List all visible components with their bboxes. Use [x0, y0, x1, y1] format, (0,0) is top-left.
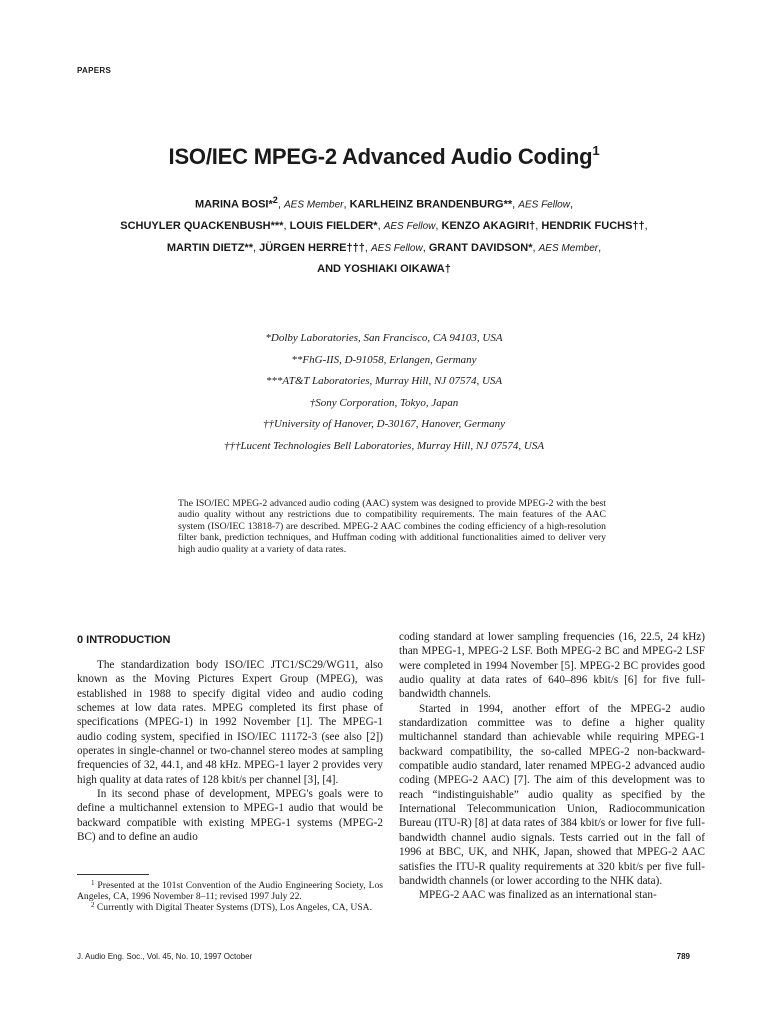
author-name: AND YOSHIAKI OIKAWA†	[317, 263, 451, 276]
author-separator: ,	[598, 241, 602, 254]
body-column-left	[77, 633, 383, 844]
body-column-right	[399, 630, 705, 903]
affiliation: †††Lucent Technologies Bell Laboratories, Murray Hill, NJ 07574, USA	[223, 439, 545, 452]
paper-title	[0, 144, 768, 170]
footnote-rule	[77, 874, 149, 875]
body-paragraph: MPEG-2 AAC was finalized as an international stan-	[419, 889, 657, 902]
page-number: 789	[676, 952, 690, 961]
author-list	[0, 190, 768, 281]
author-name: KARLHEINZ BRANDENBURG**	[349, 198, 513, 211]
footnote	[77, 902, 383, 913]
affiliation: ††University of Hanover, D-30167, Hanover, Germany	[263, 418, 505, 430]
author-name: SCHUYLER QUACKENBUSH***	[120, 220, 284, 233]
author-separator: ,	[252, 241, 260, 254]
author-footnote-mark: 2	[272, 195, 278, 205]
author-name: JÜRGEN HERRE†††	[259, 241, 365, 254]
author-line-1	[0, 190, 768, 216]
author-separator: ,	[422, 241, 429, 254]
footnote-mark: 2	[91, 901, 95, 909]
body-paragraph: coding standard at lower sampling frequencies (16, 22.5, 24 kHz) than MPEG-1, MPEG-2 LSF. Both MPEG-2 BC and MPEG-2 LSF were completed in 1994 November [5]. MPEG-2 BC provides good audio quality at data rates of 640–896 kbit/s [6] for five full-bandwidth channels.	[399, 631, 705, 701]
footnote-text: Presented at the 101st Convention of the Audio Engineering Society, Los Angeles, CA, 1996 November 8–11; revised 1997 July 22.	[77, 880, 384, 902]
author-separator: ,	[343, 198, 350, 211]
section-heading: 0 INTRODUCTION	[77, 634, 171, 646]
author-name: GRANT DAVIDSON*	[428, 241, 533, 254]
author-name: LOUIS FIELDER*	[289, 220, 378, 233]
running-footer-journal: J. Audio Eng. Soc., Vol. 45, No. 10, 1997 October	[77, 952, 253, 961]
affiliation: *Dolby Laboratories, San Francisco, CA 94103, USA	[265, 332, 503, 344]
author-separator: ,	[532, 241, 539, 254]
body-paragraph: Started in 1994, another effort of the MPEG-2 audio standardization committee was to define a higher quality multichannel standard than achievable while requiring MPEG-1 backward compatibility, the so-called MPEG-2 non-backward-compatible audio standard, later renamed MPEG-2 advanced audio coding (MPEG-2 AAC) [7]. The aim of this development was to reach “indistinguishable” audio quality as specified by the International Telecommunication Union, Radiocommunication Bureau (ITU-R) [8] at data rates of 384 kbit/s or lower for five full-bandwidth channel audio signals. Tests carried out in the fall of 1996 at BBC, UK, and NHK, Japan, showed that MPEG-2 AAC satisfies the ITU-R quality requirements at 320 kbit/s per five full-bandwidth channels (or lower according to the NHK data).	[399, 702, 705, 887]
body-paragraph: The standardization body ISO/IEC JTC1/SC29/WG11, also known as the Moving Pictures Expert Group (MPEG), was established in 1988 to specify digital video and audio coding schemes at low data rates. MPEG completed its first phase of specifications (MPEG-1) in 1992 November [1]. The MPEG-1 audio coding system, specified in ISO/IEC 11172-3 (see also [2]) operates in single-channel or two-channel stereo modes at sampling frequencies of 32, 44.1, and 48 kHz. MPEG-1 layer 2 provides very high quality at data rates of 128 kbit/s per channel [3], [4].	[77, 659, 383, 786]
affiliation: ***AT&T Laboratories, Murray Hill, NJ 07574, USA	[265, 375, 503, 387]
author-separator: ,	[277, 198, 284, 211]
section-label: PAPERS	[77, 66, 112, 75]
author-title: AES Member	[538, 242, 599, 254]
footnote-text: Currently with Digital Theater Systems (DTS), Los Angeles, CA, USA.	[96, 902, 372, 913]
author-separator: ,	[535, 220, 542, 233]
title-footnote-mark: 1	[592, 143, 600, 158]
author-line-2	[0, 216, 768, 238]
author-title: AES Fellow	[371, 242, 423, 254]
author-separator: ,	[644, 220, 648, 233]
author-title: AES Fellow	[518, 199, 570, 211]
footnotes	[77, 880, 383, 913]
footnote	[77, 880, 383, 902]
author-name: MARINA BOSI*	[194, 198, 273, 211]
author-line-4	[0, 259, 768, 281]
author-separator: ,	[435, 220, 442, 233]
abstract	[178, 498, 606, 555]
footnote-mark: 1	[91, 879, 95, 887]
body-paragraph: In its second phase of development, MPEG's goals were to define a multichannel extension to MPEG-1 audio that would be backward compatible with existing MPEG-1 systems (MPEG-2 BC) and to define an audio	[77, 788, 383, 844]
author-name: MARTIN DIETZ**	[166, 241, 253, 254]
author-name: KENZO AKAGIRI†	[441, 220, 536, 233]
title-text: ISO/IEC MPEG-2 Advanced Audio Coding	[168, 144, 593, 169]
author-name: HENDRIK FUCHS††	[541, 220, 645, 233]
author-separator: ,	[512, 198, 519, 211]
author-line-3	[0, 238, 768, 260]
author-title: AES Fellow	[383, 221, 436, 233]
author-title: AES Member	[284, 199, 344, 211]
abstract-text: The ISO/IEC MPEG-2 advanced audio coding (AAC) system was designed to provide MPEG-2 with the best audio quality without any restrictions due to compatibility requirements. The main features of the AAC system (ISO/IEC 13818-7) are described. MPEG-2 AAC combines the coding efficiency of a high-resolution filter bank, prediction techniques, and Huffman coding with additional functionalities aimed to deliver very high audio quality at a variety of data rates.	[178, 498, 606, 555]
author-separator: ,	[377, 220, 384, 233]
affiliation: †Sony Corporation, Tokyo, Japan	[309, 396, 459, 409]
author-separator: ,	[364, 241, 371, 254]
affiliation: **FhG-IIS, D-91058, Erlangen, Germany	[291, 353, 477, 366]
author-separator: ,	[569, 198, 574, 211]
affiliation-list	[0, 328, 768, 457]
author-separator: ,	[283, 220, 290, 233]
